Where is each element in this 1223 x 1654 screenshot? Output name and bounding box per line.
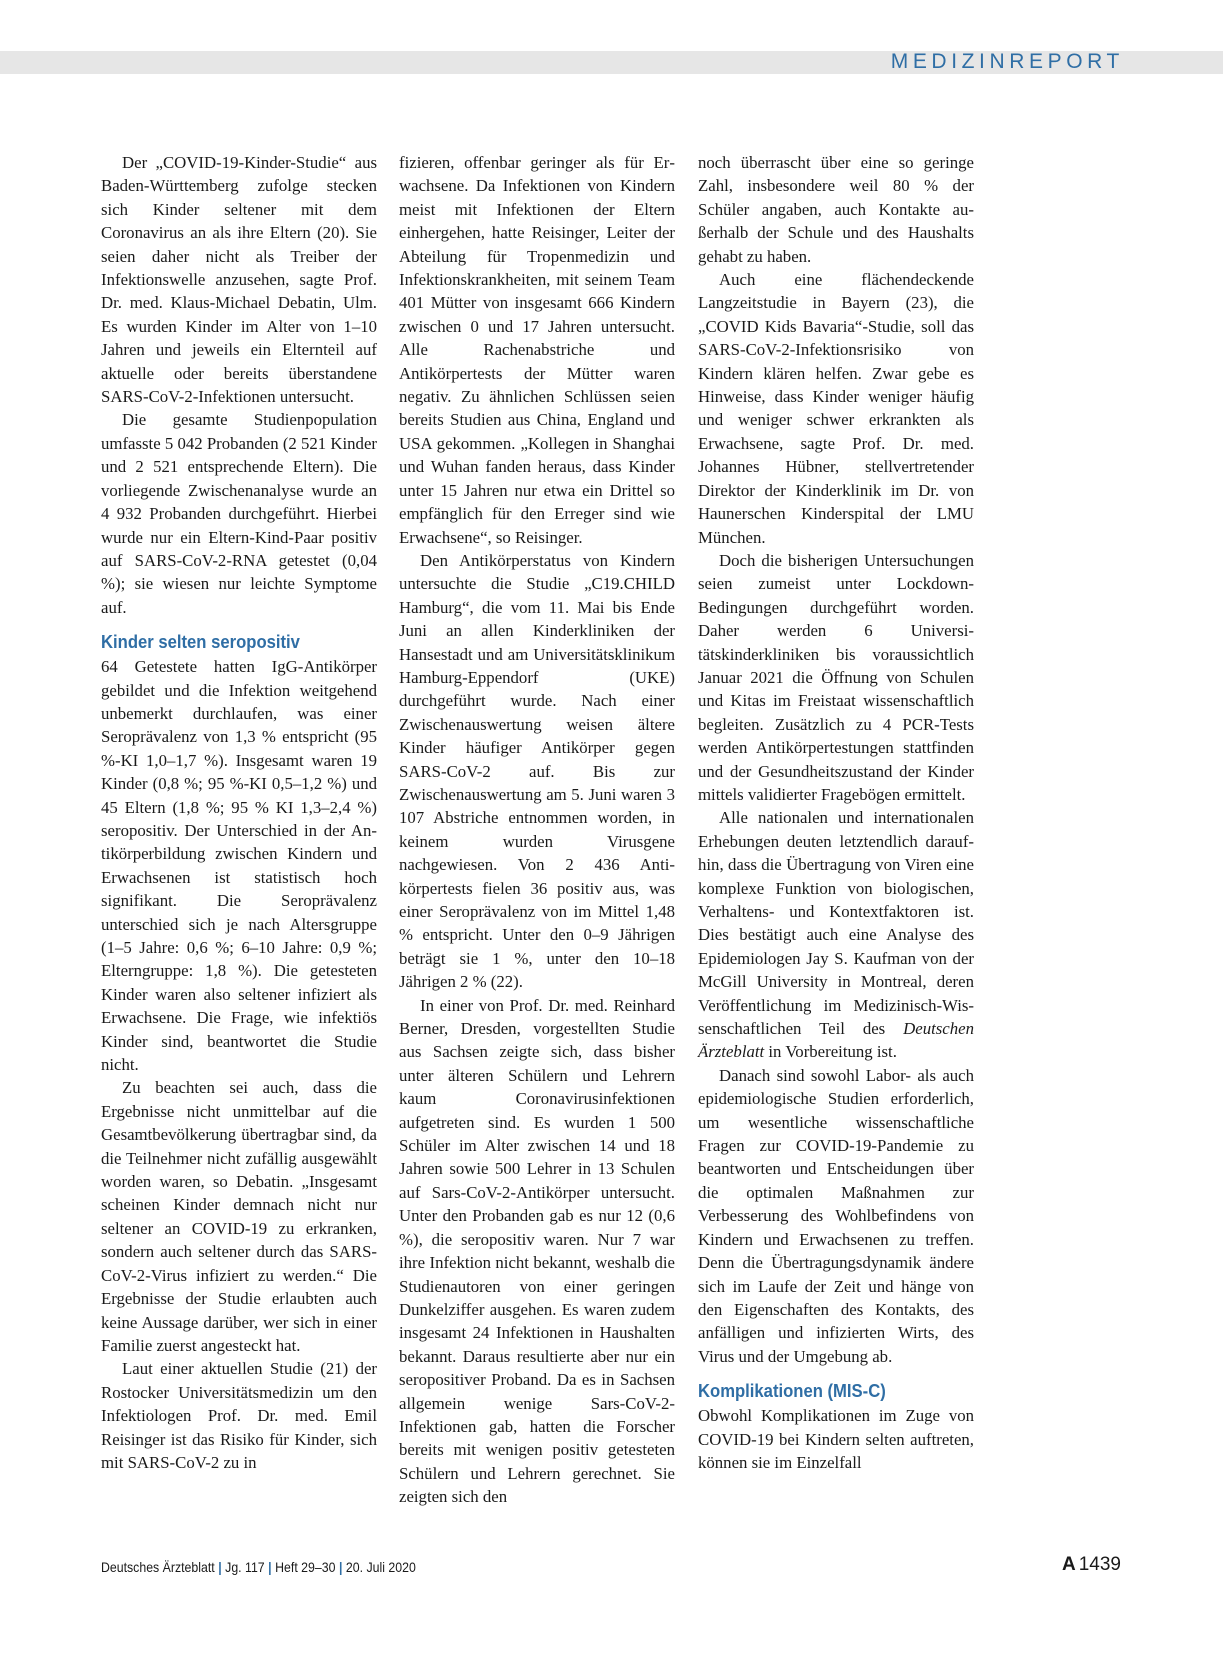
footer-separator: | xyxy=(338,1559,343,1575)
paragraph-text: Alle nationalen und internationalen Erhebungen deuten letztendlich daraufhin, dass die Übertragung von Viren eine komplexe Funktion von biologischen, Verhaltens- und Kontextfaktoren ist. Dies bestätigt auch eine Analyse des Epidemiologen Jay S. Kaufman von der McGill University in Montreal, deren Veröffentlichung im Medizinisch-Wissenschaftlichen Teil des xyxy=(698,808,974,1039)
footer-separator: | xyxy=(268,1559,272,1575)
footer-journal: Deutsches Ärzteblatt xyxy=(101,1559,215,1575)
page-number-value: 1439 xyxy=(1078,1554,1121,1575)
footer-separator: | xyxy=(218,1559,222,1575)
section-heading: Komplikationen (MIS-C) xyxy=(698,1380,886,1402)
page-number xyxy=(1062,1554,1121,1576)
paragraph: Der „COVID-19-Kinder-Studie“ aus Baden-Württemberg zufolge stecken sich Kinder seltener mit dem Coronavirus an als ihre Eltern (20). Sie seien daher nicht als Treiber der Infektionswelle anzusehen, sagte Prof. Dr. med. Klaus-Michael Debatin, Ulm. Es wurden Kinder im Alter von 1–10 Jahren und jeweils ein Elternteil auf aktuelle oder bereits überstandene SARS-CoV-2-Infektionen untersucht. xyxy=(101,153,377,407)
footer-volume: Jg. 117 xyxy=(225,1559,265,1575)
section-label: MEDIZINREPORT xyxy=(890,50,1124,73)
footer-citation xyxy=(101,1558,416,1576)
section-heading: Kinder selten seropositiv xyxy=(101,631,300,653)
paragraph: 64 Getestete hatten IgG-Antikörper gebildet und die Infektion weitgehend unbemerkt durchlaufen, was einer Seroprävalenz von 1,3 % entspricht (95 %-KI 1,0–1,7 %). Insgesamt waren 19 Kinder (0,8 %; 95 %-KI 0,5–1,2 %) und 45 Eltern (1,8 %; 95 % KI 1,3–2,4 %) seropositiv. Der Unterschied in der Antikörperbildung zwischen Kindern und Erwachsenen ist statistisch hoch signifikant. Die Seroprävalenz unterschied sich je nach Altersgruppe (1–5 Jahre: 0,6 %; 6–10 Jahre: 0,9 %; Elterngruppe: 1,8 %). Die getesteten Kinder waren also seltener infiziert als Erwachsene. Die Frage, wie infektiös Kinder sind, beantwortet die Studie nicht. xyxy=(101,657,377,1075)
article-column-2 xyxy=(399,151,675,1509)
paragraph: Auch eine flächendeckende Langzeitstudie in Bayern (23), die „COVID Kids Bavaria“-Studie, soll das SARS-CoV-2-Infektionsrisiko von Kindern klären helfen. Zwar gebe es Hinweise, dass Kinder weniger häufig und weniger schwer erkrankten als Erwachsene, sagte Prof. Dr. med. Johannes Hübner, stellvertretender Direktor der Kinderklinik im Dr. von Haunerschen Kinderspital der LMU München. xyxy=(698,270,974,547)
paragraph: Laut einer aktuellen Studie (21) der Rostocker Universitätsmedizin um den Infektiologen Prof. Dr. med. Emil Reisinger ist das Risiko für Kinder, sich mit SARS-CoV-2 zu in xyxy=(101,1359,377,1472)
paragraph: Danach sind sowohl Labor- als auch epidemiologische Studien erforderlich, um wesentliche wissenschaftliche Fragen zur COVID-19-Pandemie zu beantworten und Entscheidungen über die optimalen Maßnahmen zur Verbesserung des Wohlbefindens von Kindern und Erwachsenen zu treffen. Denn die Übertragungsdynamik ändere sich im Laufe der Zeit und hänge von den Eigenschaften des Kontakts, des anfälligen und infizierten Wirts, des Virus und der Umgebung ab. xyxy=(698,1065,974,1366)
paragraph: fizieren, offenbar geringer als für Erwachsene. Da Infektionen von Kindern meist mit Infektionen der Eltern einhergehen, hatte Reisinger, Leiter der Abteilung für Tropenmedizin und Infektionskrankheiten, mit seinem Team 401 Mütter von insgesamt 666 Kindern zwischen 0 und 17 Jahren untersucht. Alle Rachenabstriche und Antikörpertests der Mütter waren negativ. Zu ähnlichen Schlüssen seien bereits Studien aus China, England und USA gekommen. „Kollegen in Shanghai und Wuhan fanden heraus, dass Kinder unter 15 Jahren nur etwa ein Drittel so empfänglich für den Erreger sind wie Erwachsene“, so Reisinger. xyxy=(399,153,675,547)
paragraph xyxy=(698,806,974,1063)
paragraph-text: in Vorbereitung ist. xyxy=(764,1042,897,1062)
publication-title: Deutschen Ärzteblatt xyxy=(698,1019,974,1062)
paragraph: Den Antikörperstatus von Kindern untersuchte die Studie „C19.CHILD Hamburg“, die vom 11. Mai bis Ende Juni an allen Kinderkliniken der Hansestadt und am Universitätsklinikum Hamburg-Eppendorf (UKE) durchgeführt wurde. Nach einer Zwischenauswertung weisen ältere Kinder häufiger Antikörper gegen SARS-CoV-2 auf. Bis zur Zwischenauswertung am 5. Juni waren 3 107 Abstriche entnommen worden, in keinem wurden Virusgene nachgewiesen. Von 2 436 Antikörpertests fielen 36 positiv aus, was einer Seroprävalenz von im Mittel 1,48 % entspricht. Unter den 0–9 Jährigen beträgt sie 1 %, unter den 10–18 Jährigen 2 % (22). xyxy=(399,550,675,992)
article-column-3 xyxy=(698,151,974,1474)
paragraph: Obwohl Komplikationen im Zuge von COVID-19 bei Kindern selten auftreten, können sie im Einzelfall xyxy=(698,1406,974,1472)
paragraph: Doch die bisherigen Untersuchungen seien zumeist unter Lockdown-Bedingungen durchgeführt worden. Daher werden 6 Universitätskinderkliniken bis voraussichtlich Januar 2021 die Öffnung von Schulen und Kitas im Freistaat wissenschaftlich begleiten. Zusätzlich zu 4 PCR-Tests werden Antikörpertestungen stattfinden und der Gesundheitszustand der Kinder mittels validierter Fragebögen ermittelt. xyxy=(698,550,974,804)
paragraph: Zu beachten sei auch, dass die Ergebnisse nicht unmittelbar auf die Gesamtbevölkerung übertragbar sind, da die Teilnehmer nicht zufällig ausgewählt worden waren, so Debatin. „Insgesamt scheinen Kinder demnach nicht nur seltener an COVID-19 zu erkranken, sondern auch seltener durch das SARS-CoV-2-Virus infiziert zu werden.“ Die Ergebnisse der Studie erlaubten auch keine Aussage darüber, wer sich in einer Familie zuerst angesteckt hat. xyxy=(101,1078,377,1355)
footer-date: 20. Juli 2020 xyxy=(345,1559,416,1575)
paragraph: In einer von Prof. Dr. med. Reinhard Berner, Dresden, vorgestellten Studie aus Sachsen zeigte sich, dass bisher unter älteren Schülern und Lehrern kaum Coronavirusinfektionen aufgetreten sind. Es wurden 1 500 Schüler im Alter zwischen 14 und 18 Jahren sowie 500 Lehrer in 13 Schulen auf Sars-CoV-2-Antikörper untersucht. Unter den Probanden gab es nur 12 (0,6 %), die seropositiv waren. Nur 7 war ihre Infektion nicht bekannt, weshalb die Studienautoren von einer geringen Dunkelziffer ausgehen. Es waren zudem insgesamt 24 Infektionen in Haushalten bekannt. Daraus resultierte aber nur ein seropositiver Proband. Da es in Sachsen allgemein wenige Sars-CoV-2-Infektionen gab, hatten die Forscher bereits mit wenigen positiv getesteten Schülern und Lehrern gerechnet. Sie zeigten sich den xyxy=(399,995,675,1507)
article-column-1 xyxy=(101,151,377,1474)
footer-issue: Heft 29–30 xyxy=(275,1559,336,1575)
paragraph: Die gesamte Studienpopulation umfasste 5 042 Probanden (2 521 Kinder und 2 521 entsprechende Eltern). Die vorliegende Zwischenanalyse wurde an 4 932 Probanden durchgeführt. Hierbei wurde nur ein Eltern-Kind-Paar positiv auf SARS-CoV-2-RNA getestet (0,04 %); sie wiesen nur leichte Symptome auf. xyxy=(101,410,377,617)
page-prefix: A xyxy=(1061,1554,1076,1575)
paragraph: noch überrascht über eine so geringe Zahl, insbesondere weil 80 % der Schüler angaben, auch Kontakte außerhalb der Schule und des Haushalts gehabt zu haben. xyxy=(698,153,974,266)
